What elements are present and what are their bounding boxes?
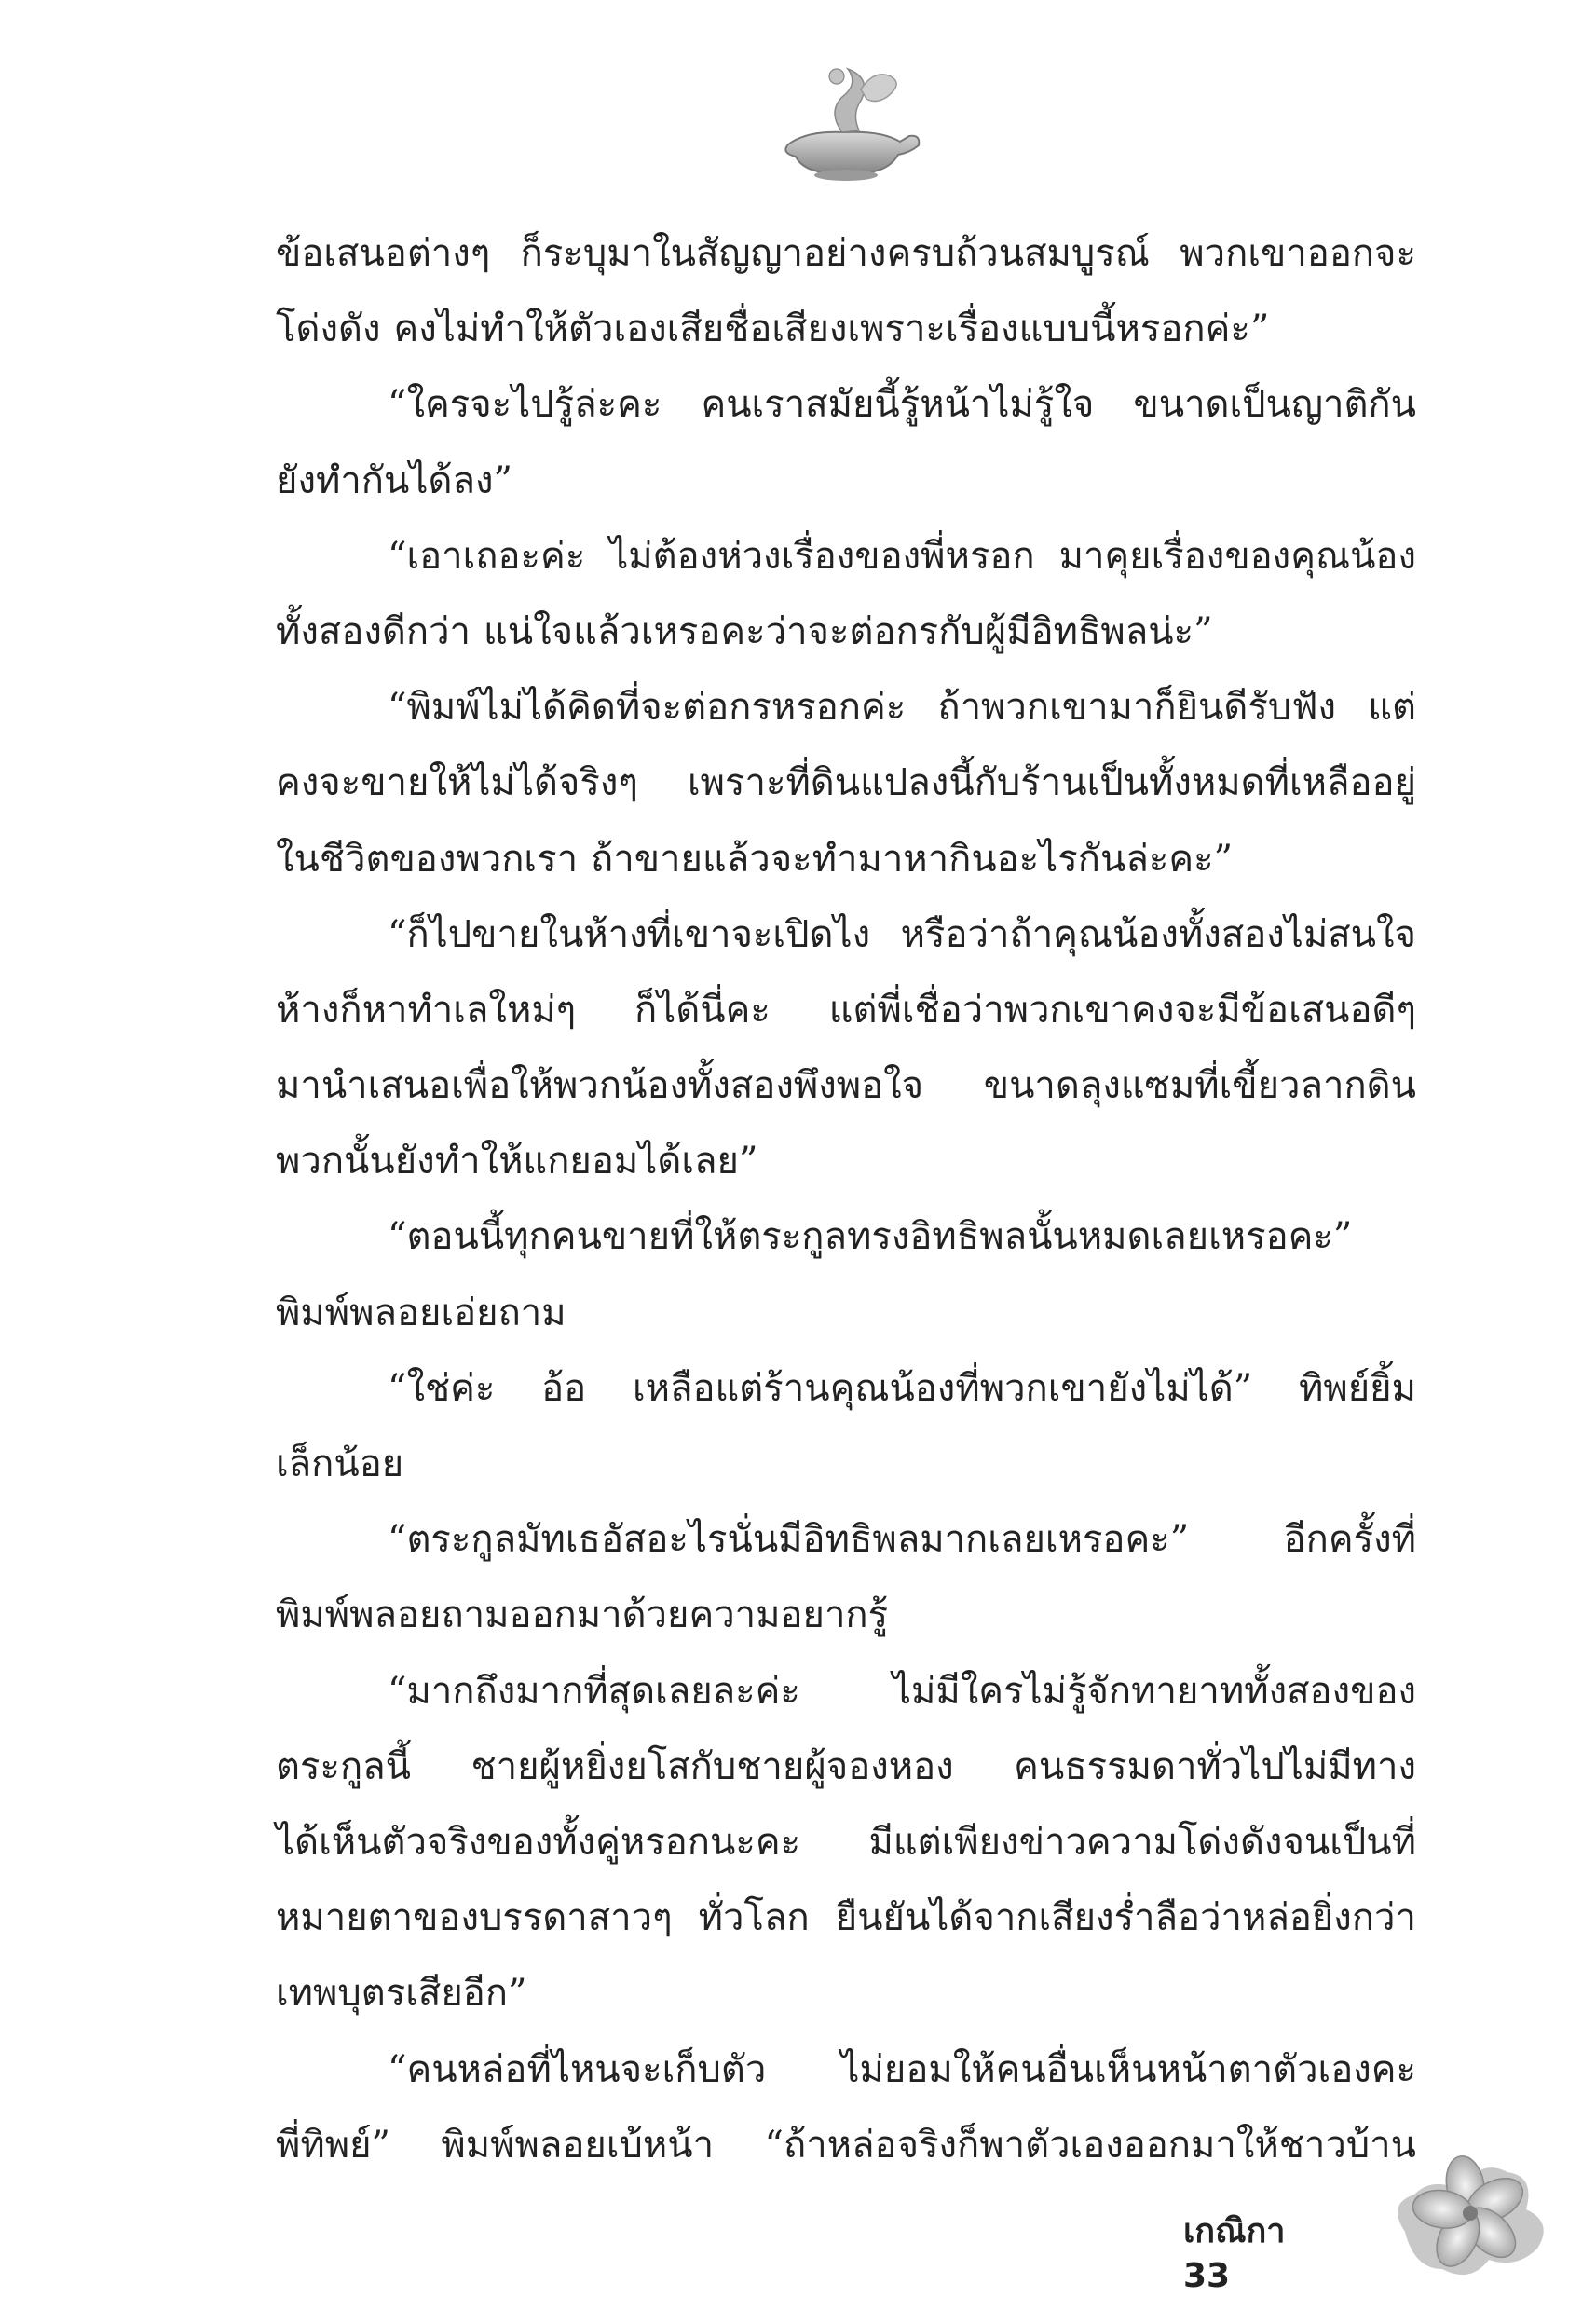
word: ชายผู้หยิ่งยโสกับชายผู้จองหอง bbox=[471, 1744, 954, 1788]
word: อ้อ bbox=[541, 1366, 587, 1410]
word: “เอาเถอะค่ะ bbox=[388, 534, 586, 578]
word: อีกครั้งที่ bbox=[1283, 1518, 1416, 1562]
word: คงจะขายให้ไม่ได้จริงๆ bbox=[276, 761, 638, 805]
word: ขนาดเป็นญาติกัน bbox=[1133, 383, 1416, 427]
text-line bbox=[276, 216, 1416, 292]
word: โด่งดัง bbox=[276, 308, 381, 351]
word: พิมพ์พลอยเอ่ยถาม bbox=[276, 1291, 566, 1334]
word: ทิพย์ยิ้ม bbox=[1299, 1366, 1416, 1410]
word: หรือว่าถ้าคุณน้องทั้งสองไม่สนใจ bbox=[900, 912, 1416, 956]
word: “ใครจะไปรู้ล่ะคะ bbox=[388, 383, 662, 427]
word: “คนหล่อที่ไหนจะเก็บตัว bbox=[388, 2047, 767, 2091]
word: พิมพ์พลอยถามออกมาด้วยความอยากรู้ bbox=[276, 1593, 889, 1637]
text-line bbox=[276, 2108, 1416, 2183]
frangipani-flower-icon bbox=[1377, 2120, 1563, 2288]
word: พี่ทิพย์” bbox=[276, 2123, 390, 2167]
word: ยืนยันได้จากเสียงร่ำลือว่าหล่อยิ่งกว่า bbox=[835, 1896, 1416, 1940]
word: คนธรรมดาทั่วไปไม่มีทาง bbox=[1014, 1744, 1416, 1788]
text-line bbox=[276, 1199, 1416, 1275]
word: ถ้าขายแล้วจะทำมาหากินอะไรกันล่ะคะ” bbox=[591, 837, 1234, 881]
text-line bbox=[276, 2032, 1416, 2108]
text-line bbox=[276, 595, 1416, 670]
word: “ตระกูลมัทเธอัสอะไรนั่นมีอิทธิพลมากเลยเหรอคะ” bbox=[388, 1518, 1190, 1562]
word: ได้เห็นตัวจริงของทั้งคู่หรอกนะคะ bbox=[276, 1820, 801, 1864]
text-line bbox=[276, 1276, 1416, 1351]
text-line bbox=[276, 822, 1416, 897]
text-line bbox=[276, 1730, 1416, 1805]
text-line bbox=[276, 973, 1416, 1048]
text-line bbox=[276, 1654, 1416, 1730]
text-line bbox=[276, 670, 1416, 745]
text-line bbox=[276, 1124, 1416, 1199]
word: ก็ได้นี่คะ bbox=[634, 988, 771, 1032]
word: แต่ bbox=[1368, 686, 1416, 730]
word: “มากถึงมากที่สุดเลยละค่ะ bbox=[388, 1669, 800, 1713]
word: คนเราสมัยนี้รู้หน้าไม่รู้ใจ bbox=[701, 383, 1095, 427]
word: แน่ใจแล้วเหรอคะว่าจะต่อกรกับผู้มีอิทธิพลน่ะ” bbox=[483, 609, 1213, 653]
word: คงไม่ทำให้ตัวเองเสียชื่อเสียงเพราะเรื่องแบบนี้หรอกค่ะ” bbox=[393, 308, 1270, 351]
word: “ตอนนี้ทุกคนขายที่ให้ตระกูลทรงอิทธิพลนั้นหมดเลยเหรอคะ” bbox=[388, 1215, 1353, 1259]
text-line bbox=[276, 745, 1416, 821]
word: “ก็ไปขายในห้างที่เขาจะเปิดไง bbox=[388, 912, 871, 956]
word: “พิมพ์ไม่ได้คิดที่จะต่อกรหรอกค่ะ bbox=[388, 686, 907, 730]
text-line bbox=[276, 367, 1416, 443]
word: มีแต่เพียงข่าวความโด่งดังจนเป็นที่ bbox=[868, 1820, 1416, 1864]
word: เหลือแต่ร้านคุณน้องที่พวกเขายังไม่ได้” bbox=[632, 1366, 1253, 1410]
word: ก็ระบุมาในสัญญาอย่างครบถ้วนสมบูรณ์ bbox=[520, 232, 1150, 275]
word: ตระกูลนี้ bbox=[276, 1744, 412, 1788]
page-number: 33 bbox=[1183, 2257, 1231, 2295]
word: ห้างก็หาทำเลใหม่ๆ bbox=[276, 988, 577, 1032]
word: “ถ้าหล่อจริงก็พาตัวเองออกมาให้ชาวบ้าน bbox=[764, 2123, 1416, 2167]
word: ไม่ต้องห่วงเรื่องของพี่หรอก bbox=[609, 534, 1035, 578]
word: พิมพ์พลอยเบ้หน้า bbox=[441, 2123, 715, 2167]
text-line bbox=[276, 1502, 1416, 1578]
text-line bbox=[276, 1956, 1416, 2031]
word: ไม่มีใครไม่รู้จักทายาททั้งสองของ bbox=[892, 1669, 1416, 1713]
text-line bbox=[276, 292, 1416, 367]
book-title: เกณิกา bbox=[1183, 2212, 1286, 2250]
word: มาคุยเรื่องของคุณน้อง bbox=[1058, 534, 1416, 578]
word: พวกเขาออกจะ bbox=[1180, 232, 1416, 275]
text-line bbox=[276, 519, 1416, 595]
page-footer bbox=[1183, 2204, 1370, 2295]
text-line bbox=[276, 1805, 1416, 1880]
word: ถ้าพวกเขามาก็ยินดีรับฟัง bbox=[937, 686, 1337, 730]
teapot-genie-lamp-icon bbox=[770, 56, 928, 186]
word: ในชีวิตของพวกเรา bbox=[276, 837, 579, 881]
text-line bbox=[276, 444, 1416, 519]
text-line bbox=[276, 897, 1416, 973]
text-line bbox=[276, 1880, 1416, 1956]
word: หมายตาของบรรดาสาวๆ bbox=[276, 1896, 673, 1940]
word: พวกนั้นยังทำให้แกยอมได้เลย” bbox=[276, 1140, 758, 1183]
word: แต่พี่เชื่อว่าพวกเขาคงจะมีข้อเสนอดีๆ bbox=[828, 988, 1416, 1032]
text-line bbox=[276, 1578, 1416, 1653]
word: เพราะที่ดินแปลงนี้กับร้านเป็นทั้งหมดที่เหลืออยู่ bbox=[687, 761, 1416, 805]
word: ทั้งสองดีกว่า bbox=[276, 609, 471, 653]
word: มานำเสนอเพื่อให้พวกน้องทั้งสองพึงพอใจ bbox=[276, 1064, 924, 1108]
word: เล็กน้อย bbox=[276, 1443, 404, 1485]
text-line bbox=[276, 1351, 1416, 1427]
word: ยังทำกันได้ลง” bbox=[276, 458, 512, 502]
word: “ใช่ค่ะ bbox=[388, 1366, 496, 1410]
word: ข้อเสนอต่างๆ bbox=[276, 232, 491, 275]
word: ไม่ยอมให้คนอื่นเห็นหน้าตาตัวเองคะ bbox=[840, 2047, 1416, 2091]
word: ทั่วโลก bbox=[698, 1896, 810, 1940]
word: ขนาดลุงแซมที่เขี้ยวลากดิน bbox=[983, 1064, 1416, 1108]
text-line bbox=[276, 1048, 1416, 1124]
text-line bbox=[276, 1427, 1416, 1502]
word: เทพบุตรเสียอีก” bbox=[276, 1972, 527, 2016]
body-text bbox=[276, 216, 1416, 2183]
